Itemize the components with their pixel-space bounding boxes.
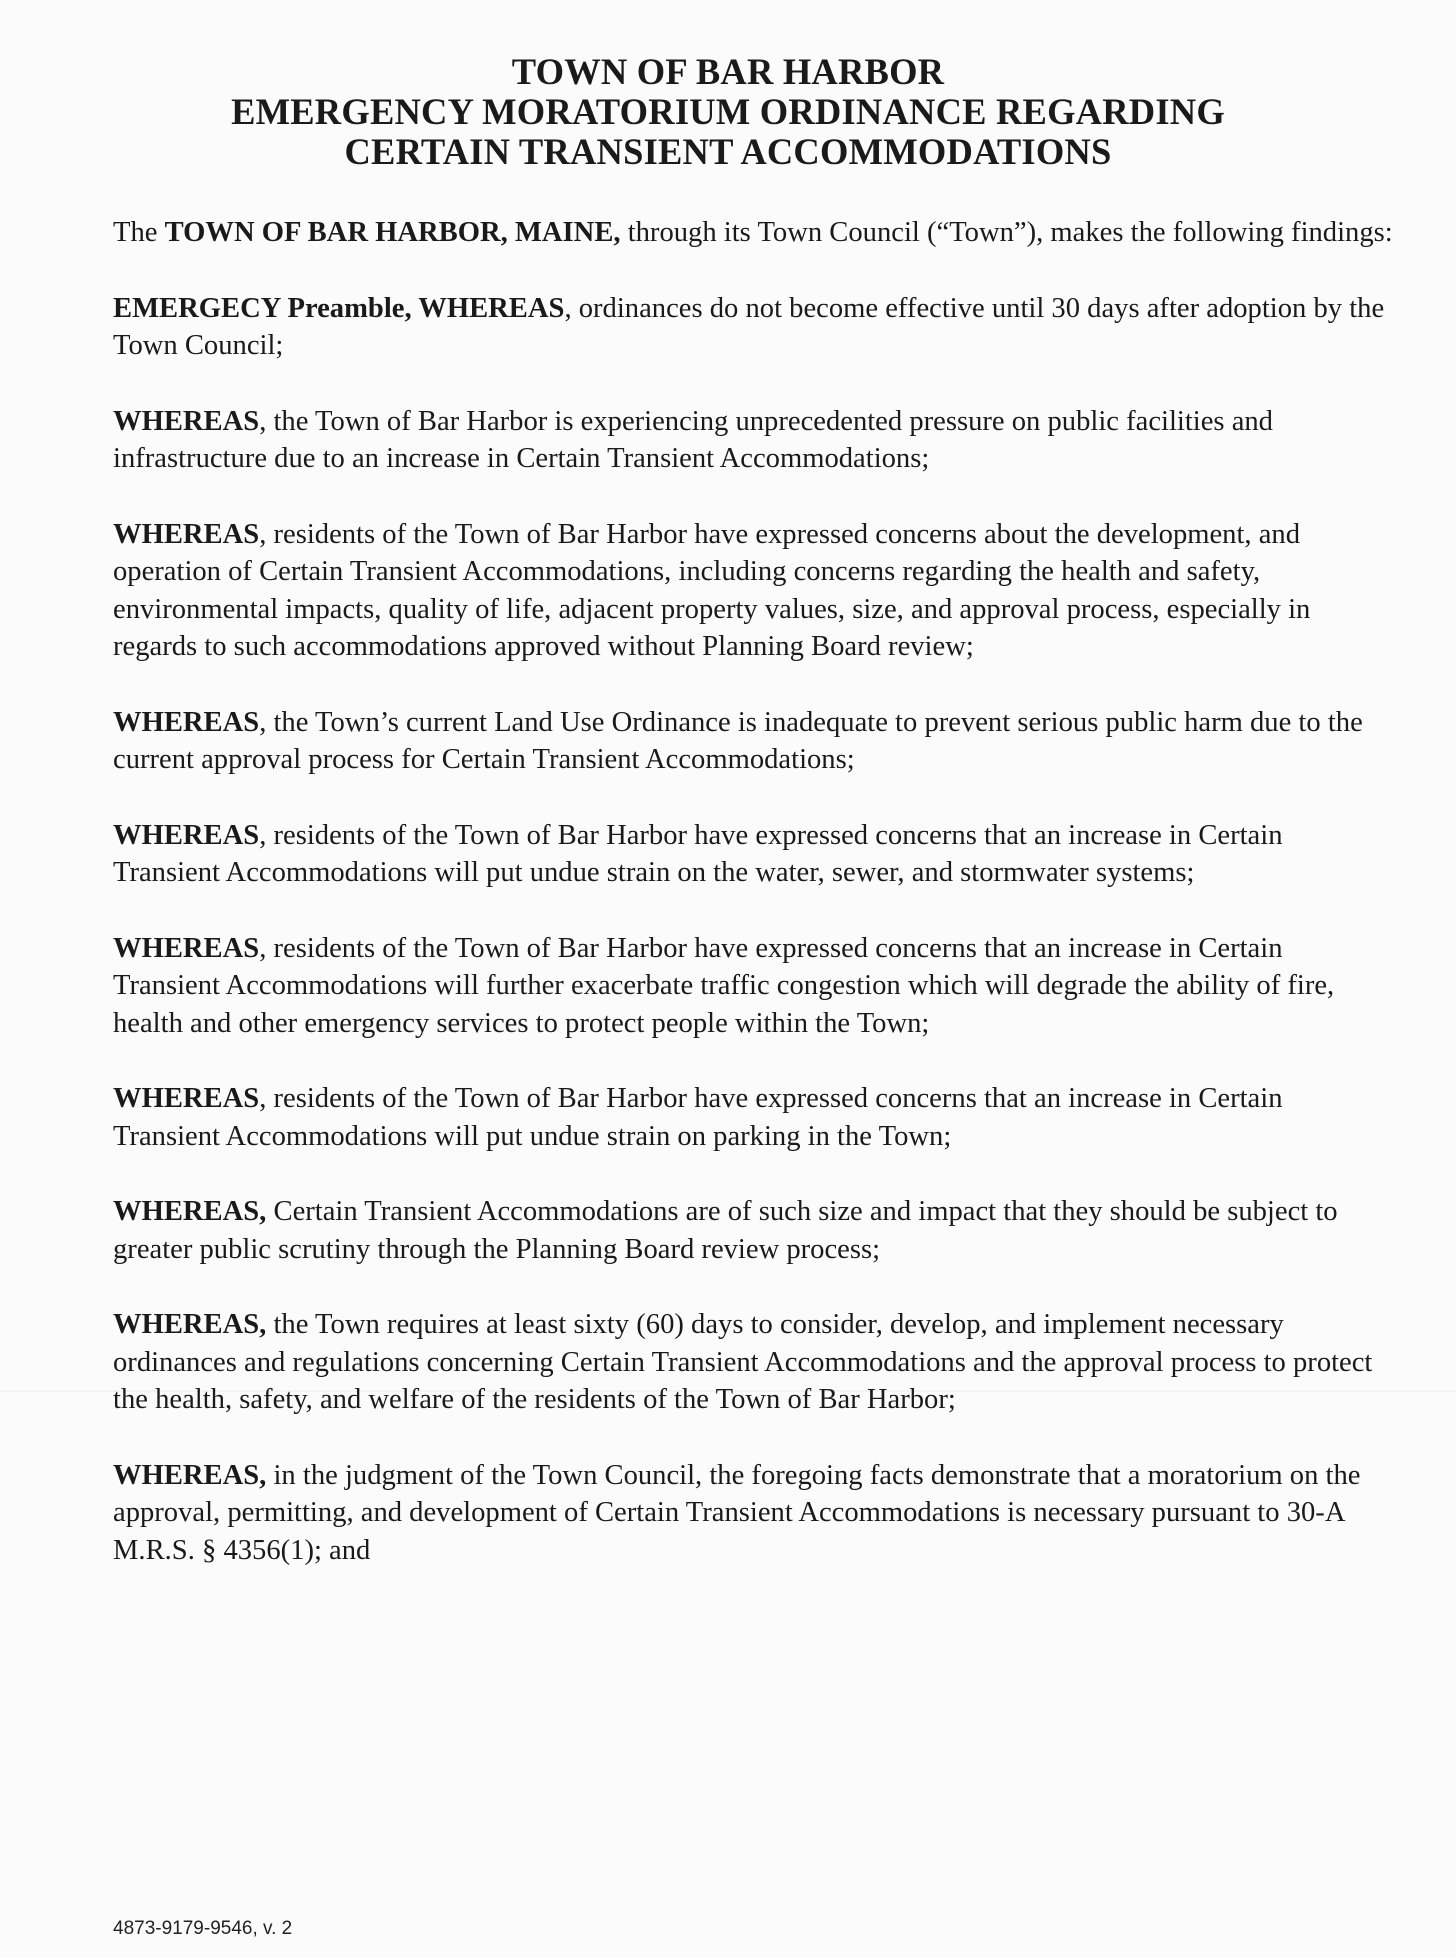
whereas-paragraph-3 — [113, 516, 1395, 666]
paragraph-lead: WHEREAS — [113, 932, 260, 964]
document-id-footer: 4873-9179-9546, v. 2 — [113, 1918, 293, 1939]
paragraph-text: in the judgment of the Town Council, the foregoing facts demonstrate that a moratorium on the approval, permitting, and development of Certain Transient Accommodations is necessary pursuant to 30-A M.R.S. § 4356(1); and — [113, 1459, 1361, 1566]
intro-prefix: The — [113, 217, 165, 248]
paragraph-text: , residents of the Town of Bar Harbor have expressed concerns that an increase in Certain Transient Accommodations will put undue strain on parking in the Town; — [113, 1083, 1283, 1152]
intro-entity: TOWN OF BAR HARBOR, MAINE, — [164, 217, 621, 248]
paragraph-text: , the Town of Bar Harbor is experiencing unprecedented pressure on public facilities and infrastructure due to an increase in Certain Transient Accommodations; — [113, 405, 1273, 474]
paragraph-lead: WHEREAS, — [113, 1196, 267, 1227]
document-body — [113, 214, 1395, 1607]
paragraph-lead: WHEREAS, — [113, 1309, 267, 1340]
paragraph-text: the Town requires at least sixty (60) days to consider, develop, and implement necessary ordinances and regulations concerning Certain Transient Accommodations and the approval process to protect the health, safety, and welfare of the residents of the Town of Bar Harbor; — [113, 1309, 1373, 1415]
whereas-paragraph-2 — [113, 403, 1395, 478]
title-line-1: TOWN OF BAR HARBOR — [511, 51, 945, 92]
whereas-paragraph-8 — [113, 1193, 1395, 1268]
paragraph-lead: WHEREAS — [113, 1083, 260, 1114]
paragraph-lead: EMERGECY Preamble, WHEREAS — [113, 292, 565, 324]
paragraph-lead: WHEREAS — [113, 518, 260, 550]
intro-text: through its Town Council (“Town”), makes the following findings: — [620, 217, 1393, 248]
paragraph-lead: WHEREAS — [113, 819, 260, 851]
paragraph-text: , residents of the Town of Bar Harbor have expressed concerns that an increase in Certain Transient Accommodations will further exacerbate traffic congestion which will degrade the ability of fire, health and other emergency services to protect people within the Town; — [113, 932, 1335, 1039]
paragraph-text: , residents of the Town of Bar Harbor have expressed concerns about the development, and operation of Certain Transient Accommodations, including concerns regarding the health and safety, environmental impacts, quality of life, adjacent property values, size, and approval process, especially in regards to such accommodations approved without Planning Board review; — [113, 518, 1311, 662]
paragraph-text: , the Town’s current Land Use Ordinance is inadequate to prevent serious public harm due to the current approval process for Certain Transient Accommodations; — [113, 706, 1363, 775]
whereas-paragraph-1 — [113, 290, 1395, 365]
paragraph-lead: WHEREAS — [113, 706, 260, 738]
paragraph-lead: WHEREAS, — [113, 1459, 267, 1491]
paragraph-text: , residents of the Town of Bar Harbor have expressed concerns that an increase in Certain Transient Accommodations will put undue strain on the water, sewer, and stormwater systems; — [113, 819, 1283, 888]
title-line-3: CERTAIN TRANSIENT ACCOMMODATIONS — [344, 131, 1112, 172]
whereas-paragraph-5 — [113, 817, 1395, 892]
whereas-paragraph-10 — [113, 1457, 1395, 1570]
whereas-paragraph-7 — [113, 1080, 1395, 1155]
intro-paragraph — [113, 214, 1395, 252]
title-line-2: EMERGENCY MORATORIUM ORDINANCE REGARDING — [231, 91, 1225, 132]
paragraph-text: , ordinances do not become effective until 30 days after adoption by the Town Council; — [113, 292, 1385, 361]
whereas-paragraph-9 — [113, 1306, 1395, 1419]
whereas-paragraph-4 — [113, 704, 1395, 779]
document-title — [0, 52, 1456, 172]
whereas-paragraph-6 — [113, 930, 1395, 1043]
paragraph-text: Certain Transient Accommodations are of such size and impact that they should be subject to greater public scrutiny through the Planning Board review process; — [113, 1196, 1338, 1265]
paragraph-lead: WHEREAS — [113, 405, 260, 437]
